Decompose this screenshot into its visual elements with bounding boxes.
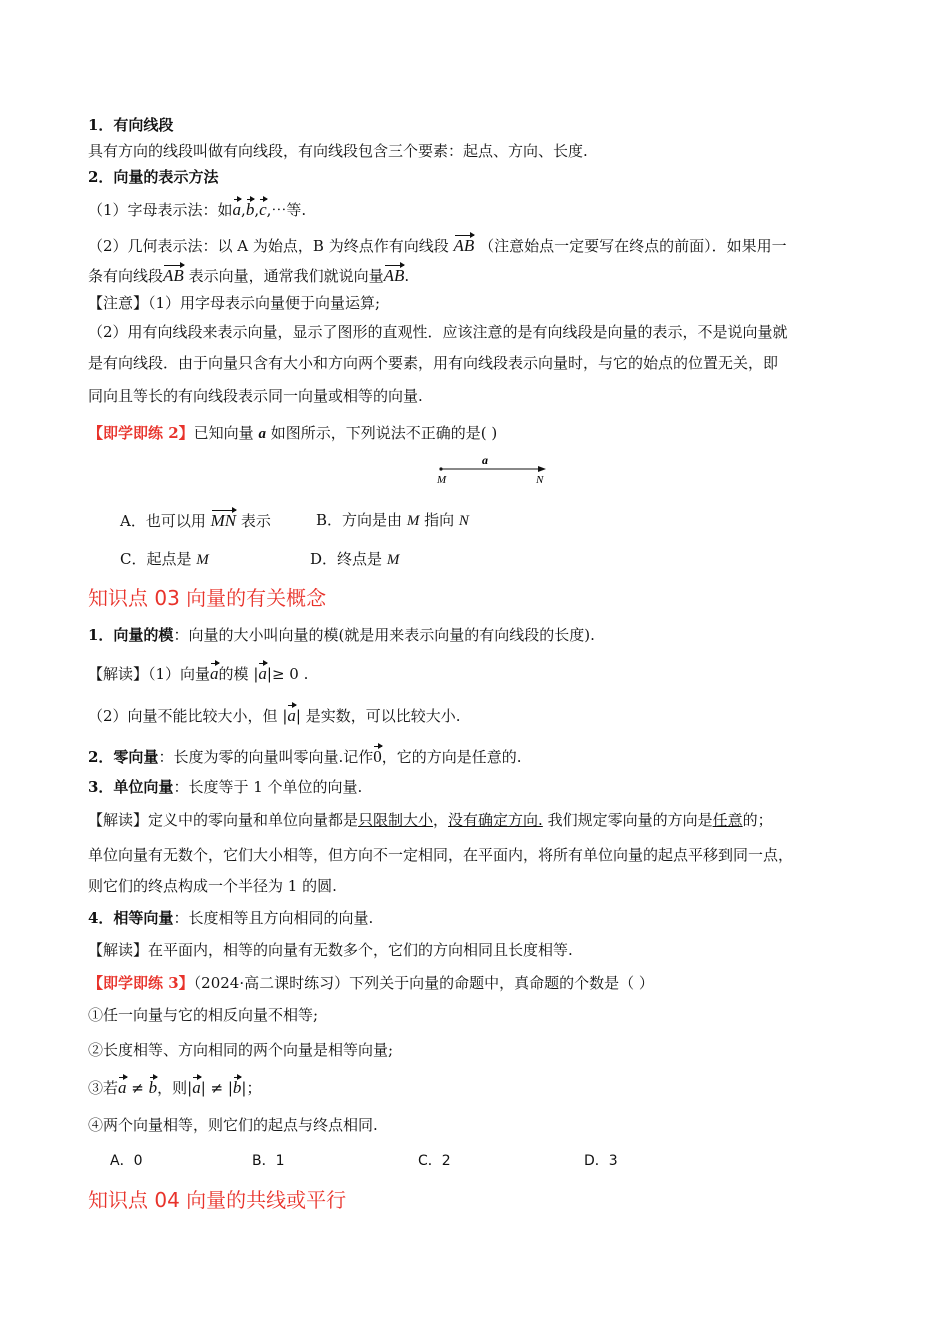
option-b-label: B．方向是由: [316, 511, 403, 529]
interp-text-6: 【解读】定义中的零向量和单位向量都是: [88, 811, 359, 829]
zero-vector-body-2: ，它的方向是任意的.: [381, 748, 522, 766]
exercise-2-tag: 【即学即练 2】: [88, 424, 194, 442]
note-line-2: （2）用有向线段来表示向量，显示了图形的直观性．应该注意的是有向线段是向量的表示，不是说向量就: [88, 323, 788, 341]
vector-a: a: [118, 1074, 127, 1098]
geometric-notation-text-2: 条有向线段: [88, 267, 164, 285]
exercise-3-question: [88, 973, 654, 993]
geometric-notation-line: [88, 232, 787, 256]
vector-a: a: [258, 660, 267, 684]
option-d-m: M: [386, 552, 400, 568]
proposition-1: ①任一向量与它的相反向量不相等;: [88, 1006, 319, 1024]
vector-mn-figure: [432, 450, 552, 488]
vector-a: a: [210, 660, 219, 684]
prop-3-text: ③若: [88, 1079, 119, 1097]
prop-3-text-3: ；: [246, 1079, 262, 1097]
prop-3-text-2: ，则: [157, 1079, 188, 1097]
exercise-3-option-a[interactable]: A．0: [110, 1153, 143, 1169]
interp-text-2: 的模: [218, 665, 249, 683]
vector-a: a: [287, 702, 296, 726]
geometric-notation-text-3: 表示向量，通常我们就说向量: [188, 267, 384, 285]
section-title-vector-notation: 2．向量的表示方法: [88, 168, 219, 186]
exercise-2-option-d[interactable]: [310, 548, 399, 569]
exercise-3-option-b[interactable]: B．1: [252, 1153, 285, 1169]
option-c-m: M: [196, 552, 209, 568]
arrow-head-icon: [538, 466, 546, 472]
figure-label-a: a: [482, 453, 488, 467]
note-line-4: 同向且等长的有向线段表示同一向量或相等的向量.: [88, 387, 423, 405]
vector-a: a: [192, 1074, 201, 1098]
vector-mn: MN: [211, 507, 237, 531]
geometric-notation-text: （2）几何表示法：以 A 为始点，B 为终点作有向线段: [88, 237, 449, 255]
option-b-m: M: [406, 513, 420, 529]
exercise-3-option-d[interactable]: D．3: [584, 1153, 618, 1169]
option-c-label: C．起点是: [120, 550, 192, 568]
equal-vector-interpretation: 【解读】在平面内，相等的向量有无数多个，它们的方向相同且长度相等.: [88, 941, 573, 959]
magnitude-definition: [88, 625, 595, 645]
heading-knowledge-04: 知识点 04 向量的共线或平行: [88, 1188, 347, 1212]
heading-knowledge-03: 知识点 03 向量的有关概念: [88, 586, 327, 610]
interp-text-4: （2）向量不能比较大小，但: [88, 707, 278, 725]
zero-vector-definition: [88, 743, 522, 767]
unit-vector-definition: [88, 777, 362, 797]
magnitude-body: ：向量的大小叫向量的模(就是用来表示向量的有向线段的长度).: [173, 626, 595, 644]
vector-a: a: [233, 196, 242, 220]
equal-vector-definition: [88, 908, 373, 928]
note-line-3: 是有向线段．由于向量只含有大小和方向两个要素，用有向线段表示向量时，与它的始点的位置无关，即: [88, 354, 779, 372]
vector-ab: AB: [384, 262, 405, 286]
magnitude-interpretation-2: （2）向量不能比较大小，但 |a| 是实数，可以比较大小.: [88, 702, 460, 726]
zero-vector-body: ：长度为零的向量叫零向量.记作: [158, 748, 374, 766]
period: .: [404, 267, 410, 285]
unit-vector-title: 3．单位向量: [88, 778, 174, 796]
proposition-4: ④两个向量相等，则它们的起点与终点相同.: [88, 1116, 378, 1134]
equal-vector-body: ：长度相等且方向相同的向量.: [173, 909, 374, 927]
underlined-arbitrary: 任意: [712, 811, 743, 829]
zero-vector-title: 2．零向量: [88, 748, 159, 766]
interp-text-7: 我们规定零向量的方向是: [542, 811, 713, 829]
option-a-suffix: 表示: [240, 512, 271, 530]
vector-a-bold: a: [258, 426, 266, 442]
vector-b: b: [149, 1074, 158, 1098]
interp-text: 【解读】（1）向量: [88, 665, 211, 683]
unit-interpretation-2: 单位向量有无数个，它们大小相等，但方向不一定相同，在平面内，将所有单位向量的起点平移到同一点，: [88, 846, 794, 864]
unit-interpretation-1: [88, 810, 773, 830]
option-d-label: D．终点是: [310, 550, 383, 568]
vector-c: c: [259, 196, 267, 220]
zero-vector-symbol: 0: [373, 743, 382, 767]
note-line-1: 【注意】（1）用字母表示向量便于向量运算;: [88, 294, 381, 312]
letter-notation-line: （1）字母表示法：如a,b,c,⋯等.: [88, 196, 306, 220]
letter-notation-label: （1）字母表示法：如: [88, 201, 233, 219]
exercise-2-question: [88, 423, 497, 444]
vector-ab: AB: [163, 262, 184, 286]
vector-b: b: [233, 1074, 242, 1098]
magnitude-title: 1．向量的模: [88, 626, 174, 644]
option-b-mid: 指向: [424, 511, 455, 529]
vector-b: b: [246, 196, 255, 220]
exercise-2-option-a[interactable]: [120, 507, 271, 531]
exercise-2-text-2: 如图所示，下列说法不正确的是( ): [270, 424, 498, 442]
figure-label-n: N: [536, 474, 544, 486]
comma: ，: [433, 811, 449, 829]
equal-vector-title: 4．相等向量: [88, 909, 174, 927]
interp-text-8: 的；: [742, 811, 773, 829]
exercise-2-option-b[interactable]: [316, 509, 469, 530]
option-b-n: N: [458, 513, 469, 529]
unit-vector-body: ：长度等于 1 个单位的向量.: [173, 778, 363, 796]
exercise-2-text: 已知向量: [193, 424, 254, 442]
figure-label-m: M: [437, 474, 447, 486]
vector-ab: AB: [454, 232, 475, 256]
geometric-notation-note: （注意始点一定要写在终点的前面）．如果用一: [479, 237, 787, 255]
exercise-2-option-c[interactable]: [120, 548, 209, 569]
geometric-notation-line-2: [88, 262, 409, 286]
option-a-label: A．也可以用: [120, 512, 206, 530]
section-title-directed-segment: 1．有向线段: [88, 116, 174, 134]
interp-text-5: 是实数，可以比较大小.: [305, 707, 461, 725]
letter-notation-suffix: ,⋯等.: [266, 201, 307, 219]
directed-segment-definition: 具有方向的线段叫做有向线段，有向线段包含三个要素：起点、方向、长度.: [88, 142, 588, 160]
interp-text-3: ≥ 0 .: [271, 665, 309, 683]
unit-interpretation-3: 则它们的终点构成一个半径为 1 的圆.: [88, 877, 337, 895]
proposition-2: ②长度相等、方向相同的两个向量是相等向量;: [88, 1041, 394, 1059]
exercise-3-tag: 【即学即练 3】: [88, 974, 194, 992]
magnitude-interpretation-1: 【解读】（1）向量a的模 |a|≥ 0 .: [88, 660, 308, 684]
exercise-3-text: （2024·高二课时练习）下列关于向量的命题中，真命题的个数是（ ）: [193, 974, 654, 992]
underlined-only-magnitude: 只限制大小: [358, 811, 434, 829]
exercise-3-option-c[interactable]: C．2: [418, 1153, 451, 1169]
underlined-no-direction: 没有确定方向.: [448, 811, 543, 829]
proposition-3: ③若a ≠ b，则|a| ≠ |b|；: [88, 1074, 262, 1098]
